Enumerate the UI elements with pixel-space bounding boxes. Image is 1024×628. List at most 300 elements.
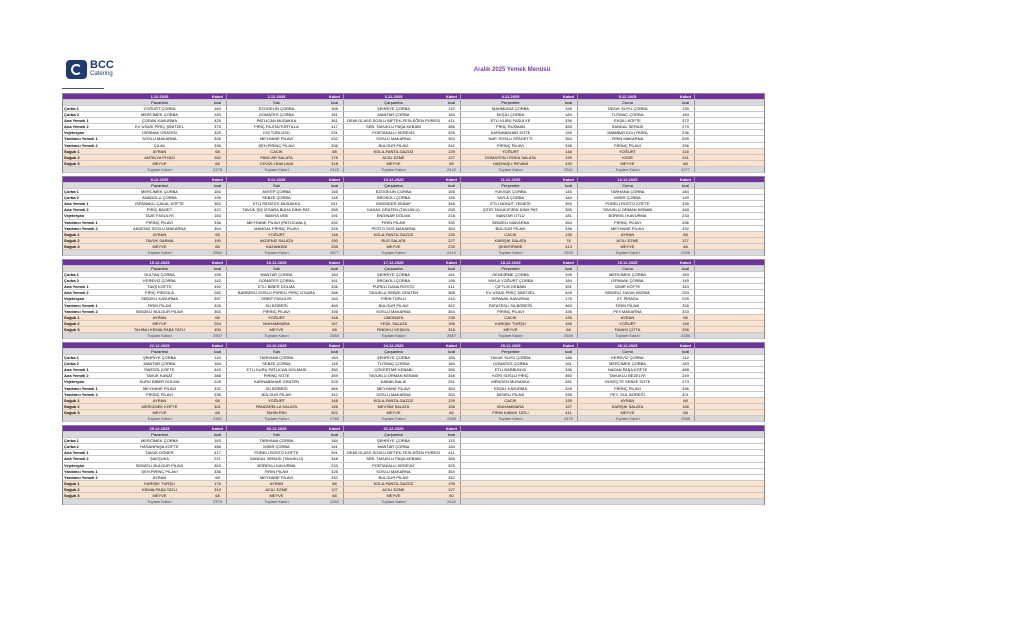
total-label: Toplam Kalori [264, 333, 289, 338]
dish-name: BARBEKÜ SOSLU PÜRELİ PİRİÇ IZGARA [237, 290, 316, 296]
dish-name: KOLA-FANTA-GAZOZ [373, 397, 414, 403]
dish-name: ACILI EZME [265, 486, 288, 492]
dish-name: BÖREKLİ KAVURMA [608, 213, 647, 219]
dish-name: YÜKSÜK ÇORBA [494, 189, 527, 195]
dish-kcal: 333 [677, 309, 695, 314]
dish-kcal: 161 [560, 361, 578, 366]
total-label: Toplam Kalori [147, 166, 172, 172]
dish-name: AYRAN [152, 314, 167, 320]
kcal-unit: kcal [209, 183, 227, 188]
dish-kcal: 363 [209, 201, 227, 206]
day-name: Salı [273, 266, 280, 272]
day-date: 19.12.2025 [617, 260, 638, 266]
page-title: Aralık 2025 Yemek Menüsü [473, 67, 551, 73]
dish-name: YOĞURT ÇORBA [143, 106, 176, 111]
dish-name: ISPANAKLI ÇAKAL KÖFTE [135, 201, 184, 207]
total-kcal: 2280 [677, 333, 695, 338]
kcal-unit: kcal [443, 432, 461, 437]
dayname-spacer [63, 183, 110, 188]
dish-kcal: 195 [560, 106, 578, 111]
total-label: Toplam Kalori [264, 166, 289, 172]
dish-name: TAVŞ KÖFTE [147, 284, 172, 290]
dish-name: PİRİÇ FAJİTA/TORTİLLA [254, 124, 299, 130]
total-kcal: 2414 [443, 250, 461, 255]
total-label: Toplam Kalori [264, 249, 289, 255]
dish-kcal: 400 [209, 327, 227, 332]
dish-name: ACILI EZME [382, 154, 405, 160]
kalori-header: Kalori [560, 177, 578, 182]
dish-kcal: 318 [443, 327, 461, 332]
dayname-spacer [63, 432, 110, 437]
dish-name: MEYHANE PİLAVI [259, 136, 294, 142]
kalori-header: Kalori [677, 177, 695, 182]
dish-name: MANTAR ÇORBA [260, 272, 293, 278]
dish-name: ŞEHRİYE ÇORBA [377, 355, 410, 361]
kcal-unit: kcal [677, 183, 695, 188]
dish-kcal: 353 [209, 463, 227, 468]
dish-name: TUTMAÇ ÇORBA [377, 361, 410, 367]
header-spacer [63, 260, 110, 265]
day-date: 10.12.2025 [383, 177, 404, 183]
dish-name: MERCİMEK ÇORBA [609, 272, 646, 278]
dish-kcal: 249 [677, 373, 695, 378]
dish-kcal: 336 [209, 143, 227, 148]
dish-kcal: 326 [326, 469, 344, 474]
row-label: Yardımcı Yemek 2 [64, 225, 98, 231]
dish-name: TAVUKLU SEBZE GRATEN [368, 290, 419, 296]
kalori-header: Kalori [677, 343, 695, 348]
dish-name: ÇÖKERTME KEBABI [374, 367, 413, 373]
dish-name: MERCİMEK KÖFTE [141, 403, 178, 409]
dish-name: AYRAN [152, 397, 167, 403]
dish-kcal: 274 [677, 379, 695, 384]
total-spacer [63, 333, 110, 338]
dish-kcal: 190 [209, 238, 227, 243]
kcal-unit: kcal [677, 100, 695, 105]
dish-name: EZOGELİN ÇORBA [258, 106, 295, 111]
dish-name: MEYVE [152, 320, 167, 326]
dish-name: DOMATES ÇORBA [493, 361, 528, 367]
dish-kcal: 161 [443, 272, 461, 277]
dish-kcal: 469 [326, 386, 344, 391]
dish-name: İSPANAK GRATEN [142, 130, 177, 136]
dish-name: TAVUK ŞİŞ IZGARA BUHA DİNH PAT. [242, 207, 311, 213]
dish-kcal: 68 [326, 327, 344, 332]
dish-name: ORBİT FASULYE [261, 296, 292, 302]
dish-name: SEBZE ÇORBA [262, 361, 291, 367]
day-date: 11.12.2025 [500, 177, 521, 183]
kalori-header: Kalori [443, 343, 461, 348]
dish-kcal: 155 [560, 130, 578, 135]
dish-kcal: 336 [560, 367, 578, 372]
dish-name: DEMİ GLASS SOSLU BİFTEK-FESLEĞEN PÜRESİ [347, 450, 440, 456]
row-label: Yardımcı Yemek 2 [64, 308, 98, 314]
dish-name: PİRİNÇ PİLAVI [146, 391, 173, 397]
dish-name: MEYHANE PİLAVI [376, 385, 411, 391]
dish-name: MEYVE [620, 409, 635, 415]
dish-name: EKŞİLİ ÇORBA [496, 112, 525, 118]
dish-kcal: 148 [326, 398, 344, 403]
dish-kcal: 68 [677, 410, 695, 415]
dish-name: SEBZE ÇORBA [262, 195, 291, 201]
row-label: Soğuk 2 [64, 403, 80, 409]
total-kcal: 2541 [560, 167, 578, 172]
day-name: Perşembe [501, 266, 520, 272]
dish-name: KISIR [622, 154, 633, 160]
dish-kcal: 142 [677, 355, 695, 360]
dish-kcal: 336 [560, 118, 578, 123]
dish-kcal: 354 [443, 386, 461, 391]
total-label: Toplam Kalori [498, 416, 523, 422]
dish-kcal: 359 [326, 373, 344, 378]
day-date: 31.12.2025 [383, 426, 404, 432]
dish-kcal: 492 [209, 284, 227, 289]
dish-name: PİRİNÇ PİLAVI [614, 142, 641, 148]
day-name: Cuma [622, 349, 633, 355]
kcal-unit: kcal [326, 266, 344, 271]
dish-kcal: 355 [560, 207, 578, 212]
kalori-header: Kalori [560, 343, 578, 348]
dish-name: YOĞURT [501, 148, 520, 154]
day-name: Perşembe [501, 183, 520, 189]
dish-kcal: 118 [677, 149, 695, 154]
total-label: Toplam Kalori [381, 416, 406, 422]
kcal-unit: kcal [560, 349, 578, 354]
dish-kcal: 68 [677, 232, 695, 237]
row-label: Vejeteryan [64, 296, 85, 302]
dish-kcal: 350 [326, 367, 344, 372]
dish-name: KABAK BALIK [380, 379, 407, 385]
kcal-unit: kcal [209, 266, 227, 271]
dish-name: CEVİZLİ BAKLAVA [259, 160, 294, 166]
dish-name: KEMALPAŞA TATLI [141, 486, 178, 492]
dish-name: AYRAN [152, 231, 167, 237]
total-label: Toplam Kalori [498, 166, 523, 172]
dish-name: ŞEHRİYE ÇORBA [377, 272, 410, 278]
dish-name: MUHAMMARA [497, 403, 524, 409]
dish-name: TAVUK SARMA [145, 237, 174, 243]
kalori-header: Kalori [326, 260, 344, 265]
dish-name: MEYVE [269, 492, 284, 498]
dish-kcal: 336 [326, 309, 344, 314]
dish-kcal: 139 [443, 149, 461, 154]
dish-kcal: 350 [560, 373, 578, 378]
dish-kcal: 354 [443, 469, 461, 474]
dish-name: KARNABAHAR SOTE [490, 130, 531, 136]
dish-name: AYRAN [620, 397, 635, 403]
dish-name: KOLA-FANTA-GAZOZ [373, 148, 414, 154]
dish-kcal: 184 [677, 189, 695, 194]
dish-kcal: 254 [209, 321, 227, 326]
dish-kcal: 348 [326, 456, 344, 461]
row-label: Çorba 2 [64, 444, 79, 450]
day-name: Çarşamba [384, 349, 403, 355]
dish-name: ETLİ NOHUT YEMEĞİ [490, 201, 531, 207]
dish-kcal: 325 [443, 130, 461, 135]
dish-kcal: 335 [677, 201, 695, 206]
row-label: Ana Yemek 1 [64, 284, 89, 290]
dish-kcal: 139 [560, 155, 578, 160]
dish-kcal: 221 [209, 456, 227, 461]
kalori-header: Kalori [326, 94, 344, 99]
dish-kcal: 372 [677, 118, 695, 123]
dish-kcal: 156 [443, 321, 461, 326]
kalori-header: Kalori [209, 426, 227, 431]
dish-name: BULGUR PİLAVI [378, 142, 409, 148]
kcal-unit: kcal [326, 349, 344, 354]
dish-kcal: 148 [677, 321, 695, 326]
dish-kcal: 127 [677, 238, 695, 243]
day-name: Çarşamba [384, 432, 403, 438]
logo-underline [62, 88, 104, 89]
dish-kcal: 385 [443, 456, 461, 461]
total-kcal: 2687 [443, 333, 461, 338]
dish-kcal: 68 [677, 161, 695, 166]
week-block [62, 259, 765, 339]
dish-kcal: 145 [326, 361, 344, 366]
row-label: Çorba 2 [64, 278, 79, 284]
row-label: Çorba 2 [64, 361, 79, 367]
dish-kcal: 184 [560, 278, 578, 283]
total-kcal: 2577 [326, 250, 344, 255]
dish-kcal: 326 [209, 136, 227, 141]
dish-kcal: 183 [677, 272, 695, 277]
dish-name: AYRAN [620, 314, 635, 320]
dish-name: KIŞ TÜRLÜSÜ [263, 130, 290, 136]
dish-kcal: 195 [443, 278, 461, 283]
week-block [62, 93, 765, 173]
dish-name: PANCAR SALATA [260, 154, 293, 160]
dish-kcal: 350 [443, 367, 461, 372]
kalori-header: Kalori [443, 426, 461, 431]
dish-name: PİRİÇ BAGET [146, 207, 173, 213]
dish-kcal: 183 [677, 361, 695, 366]
dish-kcal: 68 [209, 410, 227, 415]
total-kcal: 2442 [443, 499, 461, 504]
dish-name: MEYVE [620, 243, 635, 249]
day-date: 5.12.2025 [618, 94, 637, 99]
dish-kcal: 354 [443, 392, 461, 397]
dish-kcal: 68 [209, 315, 227, 320]
dish-name: ACILI EZME [382, 486, 405, 492]
kalori-header: Kalori [326, 343, 344, 348]
total-label: Toplam Kalori [147, 249, 172, 255]
dish-name: ŞEHRİYE ÇORBA [143, 355, 176, 361]
kcal-unit: kcal [326, 183, 344, 188]
dish-name: MEYHANE PİLAVI [259, 474, 294, 480]
kalori-header: Kalori [209, 260, 227, 265]
dish-kcal: 184 [326, 355, 344, 360]
dish-kcal: 319 [209, 487, 227, 492]
dish-name: PANZARELLA SALATA [255, 403, 298, 409]
total-label: Toplam Kalori [615, 249, 640, 255]
kalori-header: Kalori [677, 260, 695, 265]
dish-name: SOSLU MAKARNA [376, 391, 411, 397]
total-label: Toplam Kalori [381, 499, 406, 505]
kcal-unit: kcal [209, 349, 227, 354]
total-kcal: 2907 [209, 333, 227, 338]
row-label: Yardımcı Yemek 1 [64, 219, 98, 225]
dish-name: MERCİMEK ÇORBA [141, 189, 178, 195]
dish-name: GENDİRME ÇORBA [492, 272, 529, 278]
dish-name: MERCİMEK ÇORBA [141, 112, 178, 118]
dish-name: CACIK [504, 397, 517, 403]
dish-kcal: 469 [326, 303, 344, 308]
dish-kcal: 139 [443, 315, 461, 320]
dish-name: PÜRELİ ROSTO KÖFTE [605, 201, 650, 207]
dish-kcal: 535 [677, 136, 695, 141]
dish-name: MISIR ÇORBA [263, 444, 290, 450]
day-name: Pazartesi [151, 266, 168, 272]
kcal-unit: kcal [560, 183, 578, 188]
dish-kcal: 336 [326, 143, 344, 148]
day-name: Pazartesi [151, 183, 168, 189]
row-label: Çorba 1 [64, 106, 79, 111]
row-label: Ana Yemek 2 [64, 456, 89, 462]
row-label: Ana Yemek 2 [64, 207, 89, 213]
kcal-unit: kcal [677, 349, 695, 354]
total-kcal: 2378 [209, 167, 227, 172]
dish-kcal: 336 [560, 226, 578, 231]
dish-kcal: 336 [560, 309, 578, 314]
total-spacer [63, 416, 110, 421]
row-label: Soğuk 1 [64, 231, 80, 237]
dish-name: TAVUKLU ORMAN KEBABI [602, 207, 653, 213]
day-name: Perşembe [501, 349, 520, 355]
dish-kcal: 183 [209, 438, 227, 443]
dish-name: ISPANAK ÇORBA [611, 278, 644, 284]
dish-kcal: 165 [326, 106, 344, 111]
kcal-unit: kcal [443, 266, 461, 271]
total-label: Toplam Kalori [147, 333, 172, 338]
dish-kcal: 184 [326, 272, 344, 277]
dish-kcal: 184 [326, 438, 344, 443]
dish-kcal: 332 [677, 226, 695, 231]
dish-kcal: 411 [560, 410, 578, 415]
dish-kcal: 255 [443, 207, 461, 212]
dish-kcal: 391 [326, 450, 344, 455]
dish-name: SEBZELİ KAVURMA [140, 296, 179, 302]
dish-kcal: 127 [443, 155, 461, 160]
dish-name: MANTAR ÇORBA [377, 444, 410, 450]
total-kcal: 2442 [443, 167, 461, 172]
kcal-unit: kcal [560, 100, 578, 105]
dish-kcal: 145 [326, 195, 344, 200]
row-label: Vejeteryan [64, 379, 85, 385]
total-kcal: 2584 [326, 333, 344, 338]
dish-name: MAHMUDİA ÇORBA [492, 106, 529, 111]
row-label: Yardımcı Yemek 1 [64, 385, 98, 391]
day-name: Salı [273, 183, 280, 189]
week-block [62, 425, 765, 505]
dish-name: ŞEHRİYE ÇORBA [377, 106, 410, 111]
day-date: 15.12.2025 [149, 260, 170, 266]
dish-name: PORTAKALLI KEREVİZ [372, 130, 415, 136]
dish-name: ANTALYA PİYAZI [144, 154, 175, 160]
dish-kcal: 176 [209, 481, 227, 486]
dish-kcal: 145 [560, 189, 578, 194]
dish-kcal: 417 [209, 450, 227, 455]
dish-kcal: 430 [560, 161, 578, 166]
dish-kcal: 68 [677, 315, 695, 320]
dish-name: HAŞHAŞLI REVANİ [492, 160, 529, 166]
dish-name: SEBZELİ MAKARNA [491, 219, 530, 225]
dish-kcal: 488 [209, 444, 227, 449]
dish-kcal: 354 [560, 136, 578, 141]
dish-name: PEY.MAKARNA [613, 308, 642, 314]
dish-name: CACIK [504, 314, 517, 320]
row-label: Yardımcı Yemek 1 [64, 136, 98, 142]
brand-sub: Catering [90, 70, 113, 77]
dish-kcal: 153 [326, 296, 344, 301]
total-kcal: 2377 [677, 167, 695, 172]
dish-name: FIRIN PİLAVI [615, 302, 640, 308]
day-name: Salı [273, 349, 280, 355]
dish-name: MANTAR ÇORBA [377, 112, 410, 118]
kalori-header: Kalori [560, 260, 578, 265]
dish-name: SULTAN ÇORBA [144, 272, 175, 278]
dish-name: PORTAKALLI KEREVİZ [372, 462, 415, 468]
row-label: Soğuk 3 [64, 492, 80, 498]
total-kcal: 2282 [326, 499, 344, 504]
dish-name: YOĞURT [267, 314, 286, 320]
dish-kcal: 239 [443, 244, 461, 249]
dish-name: TARHANA ÇORBA [259, 355, 294, 361]
dish-name: SOSLU MAKARNA [376, 308, 411, 314]
dish-kcal: 68 [209, 161, 227, 166]
dish-name: SOSLU MAKARNA [376, 136, 411, 142]
dish-kcal: 199 [560, 272, 578, 277]
dish-name: SOSLU MAKARNA [376, 468, 411, 474]
dish-name: MEYVE [386, 409, 401, 415]
dish-name: ŞEKERPARE [498, 243, 523, 249]
dish-kcal: 186 [560, 355, 578, 360]
dish-name: EV USASI PİRİÇ ŞİNİTZEL [135, 124, 184, 130]
total-label: Toplam Kalori [615, 333, 640, 338]
dish-name: TARHANA ÇORBA [610, 189, 645, 195]
dish-name: PİRİÇ PİRZOLA [145, 290, 174, 296]
dish-kcal: 68 [209, 244, 227, 249]
row-label: Soğuk 3 [64, 326, 80, 332]
kcal-unit: kcal [443, 183, 461, 188]
week-block [62, 342, 765, 422]
dish-name: FIRIN TÜRLÜ [381, 296, 406, 302]
dish-name: ENGİNAR DOLMA [376, 213, 411, 219]
dish-kcal: 330 [443, 220, 461, 225]
dish-kcal: 139 [443, 398, 461, 403]
total-label: Toplam Kalori [498, 333, 523, 338]
dish-name: FINDIKLI KEŞKÜL [376, 326, 411, 332]
dish-name: DOMATES ÇORBA [259, 112, 294, 118]
week-block [62, 176, 765, 256]
dish-name: AYRAN [152, 474, 167, 480]
dish-kcal: 60 [443, 410, 461, 415]
dish-name: PİRİNÇ PİLAVI [614, 385, 641, 391]
dish-kcal: 76 [560, 238, 578, 243]
dish-kcal: 127 [326, 487, 344, 492]
total-label: Toplam Kalori [615, 416, 640, 422]
day-name: Salı [273, 432, 280, 438]
dish-name: TAVUKLU BEZELYE [609, 373, 646, 379]
total-label: Toplam Kalori [264, 416, 289, 422]
dish-name: SEBZELİ BULGUR PİLAVI [135, 462, 184, 468]
dish-kcal: 354 [443, 309, 461, 314]
kcal-unit: kcal [209, 100, 227, 105]
dish-name: PARSÖL KÖFTE [144, 367, 175, 373]
dish-name: PATATESLİ SA BÖREĞİ [488, 302, 533, 308]
kalori-header: Kalori [209, 343, 227, 348]
row-label: Yardımcı Yemek 2 [64, 142, 98, 148]
